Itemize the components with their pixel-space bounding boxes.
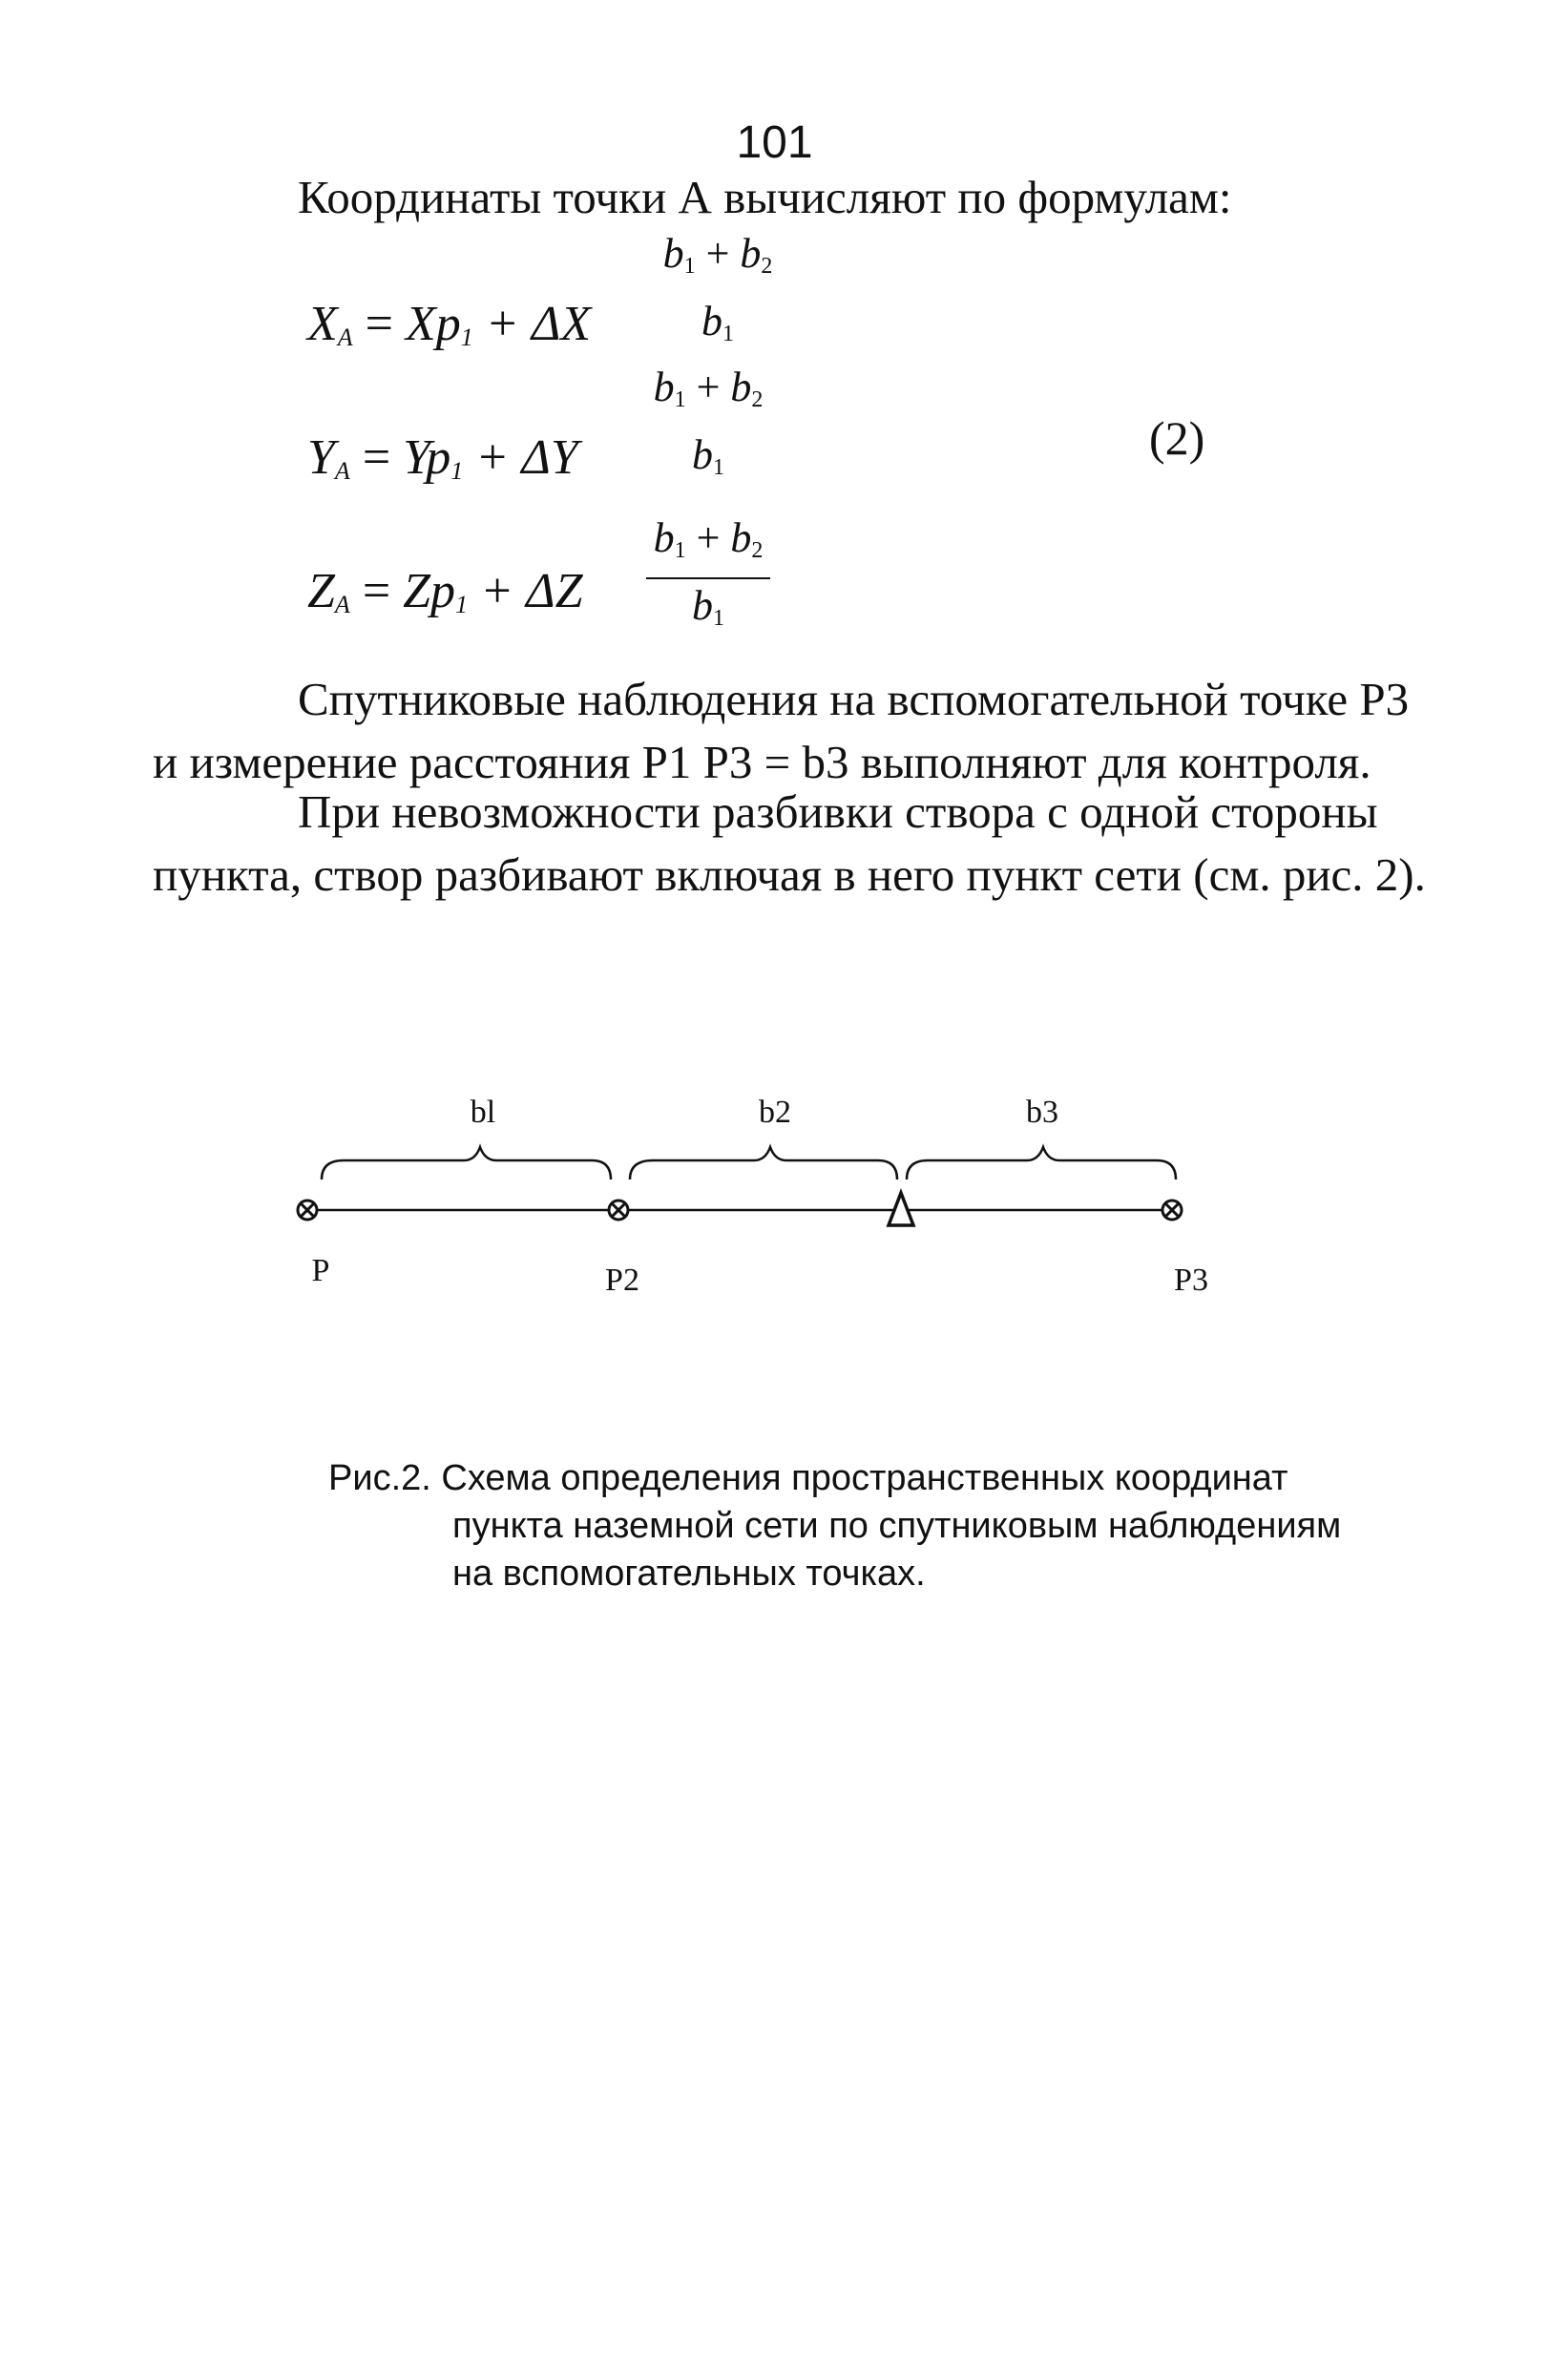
point-p3-marker xyxy=(1162,1200,1182,1220)
brace-b1 xyxy=(322,1147,611,1180)
point-p2-marker xyxy=(609,1200,628,1220)
page-number: 101 xyxy=(736,117,813,168)
formula-y-lhs: $Y_A = Yp_1 + \Delta Y$ xyxy=(307,430,578,485)
paragraph-2-line-1: При невозможности разбивки створа с одной стороны xyxy=(298,785,1378,838)
paragraph-1-line-2: и измерение расстояния Р1 Р3 = b3 выполняют для контроля. xyxy=(153,736,1371,788)
figure-caption xyxy=(328,1454,1341,1597)
point-label-p: Р xyxy=(311,1253,330,1288)
caption-line-1: Рис.2. Схема определения пространственных координат xyxy=(328,1458,1288,1498)
formula-x-denominator: $b_1$ xyxy=(701,298,734,346)
formula-z-lhs: $Z_A = Zp_1 + \Delta Z$ xyxy=(307,564,583,618)
formula-x-lhs: $X_A = Xp_1 + \Delta X$ xyxy=(307,297,592,351)
equation-number: (2) xyxy=(1149,411,1205,465)
intro-text: Координаты точки А вычисляют по формулам: xyxy=(298,171,1232,223)
point-label-p2: Р2 xyxy=(605,1263,639,1298)
point-p-marker xyxy=(298,1200,317,1220)
brace-b2 xyxy=(630,1147,897,1180)
segment-label-b2: b2 xyxy=(759,1095,791,1130)
point-label-p3: Р3 xyxy=(1174,1263,1208,1298)
formula-z-numerator: $b_1 + b_2$ xyxy=(653,514,764,563)
formula-y-numerator: $b_1 + b_2$ xyxy=(653,364,764,412)
formula-y-denominator: $b_1$ xyxy=(692,431,724,480)
segment-label-b3: b3 xyxy=(1026,1095,1058,1130)
formula-z-denominator: $b_1$ xyxy=(692,582,724,631)
formula-x-numerator: $b_1 + b_2$ xyxy=(662,230,773,279)
brace-b3 xyxy=(907,1147,1176,1180)
segment-label-b1: bl xyxy=(470,1095,496,1130)
paragraph-1-line-1: Спутниковые наблюдения на вспомогательной точке Р3 xyxy=(298,673,1410,725)
paragraph-2-line-2: пункта, створ разбивают включая в него пункт сети (см. рис. 2). xyxy=(153,848,1426,901)
caption-line-2: пункта наземной сети по спутниковым наблюдениям xyxy=(452,1506,1342,1546)
caption-line-3: на вспомогательных точках. xyxy=(452,1554,926,1594)
